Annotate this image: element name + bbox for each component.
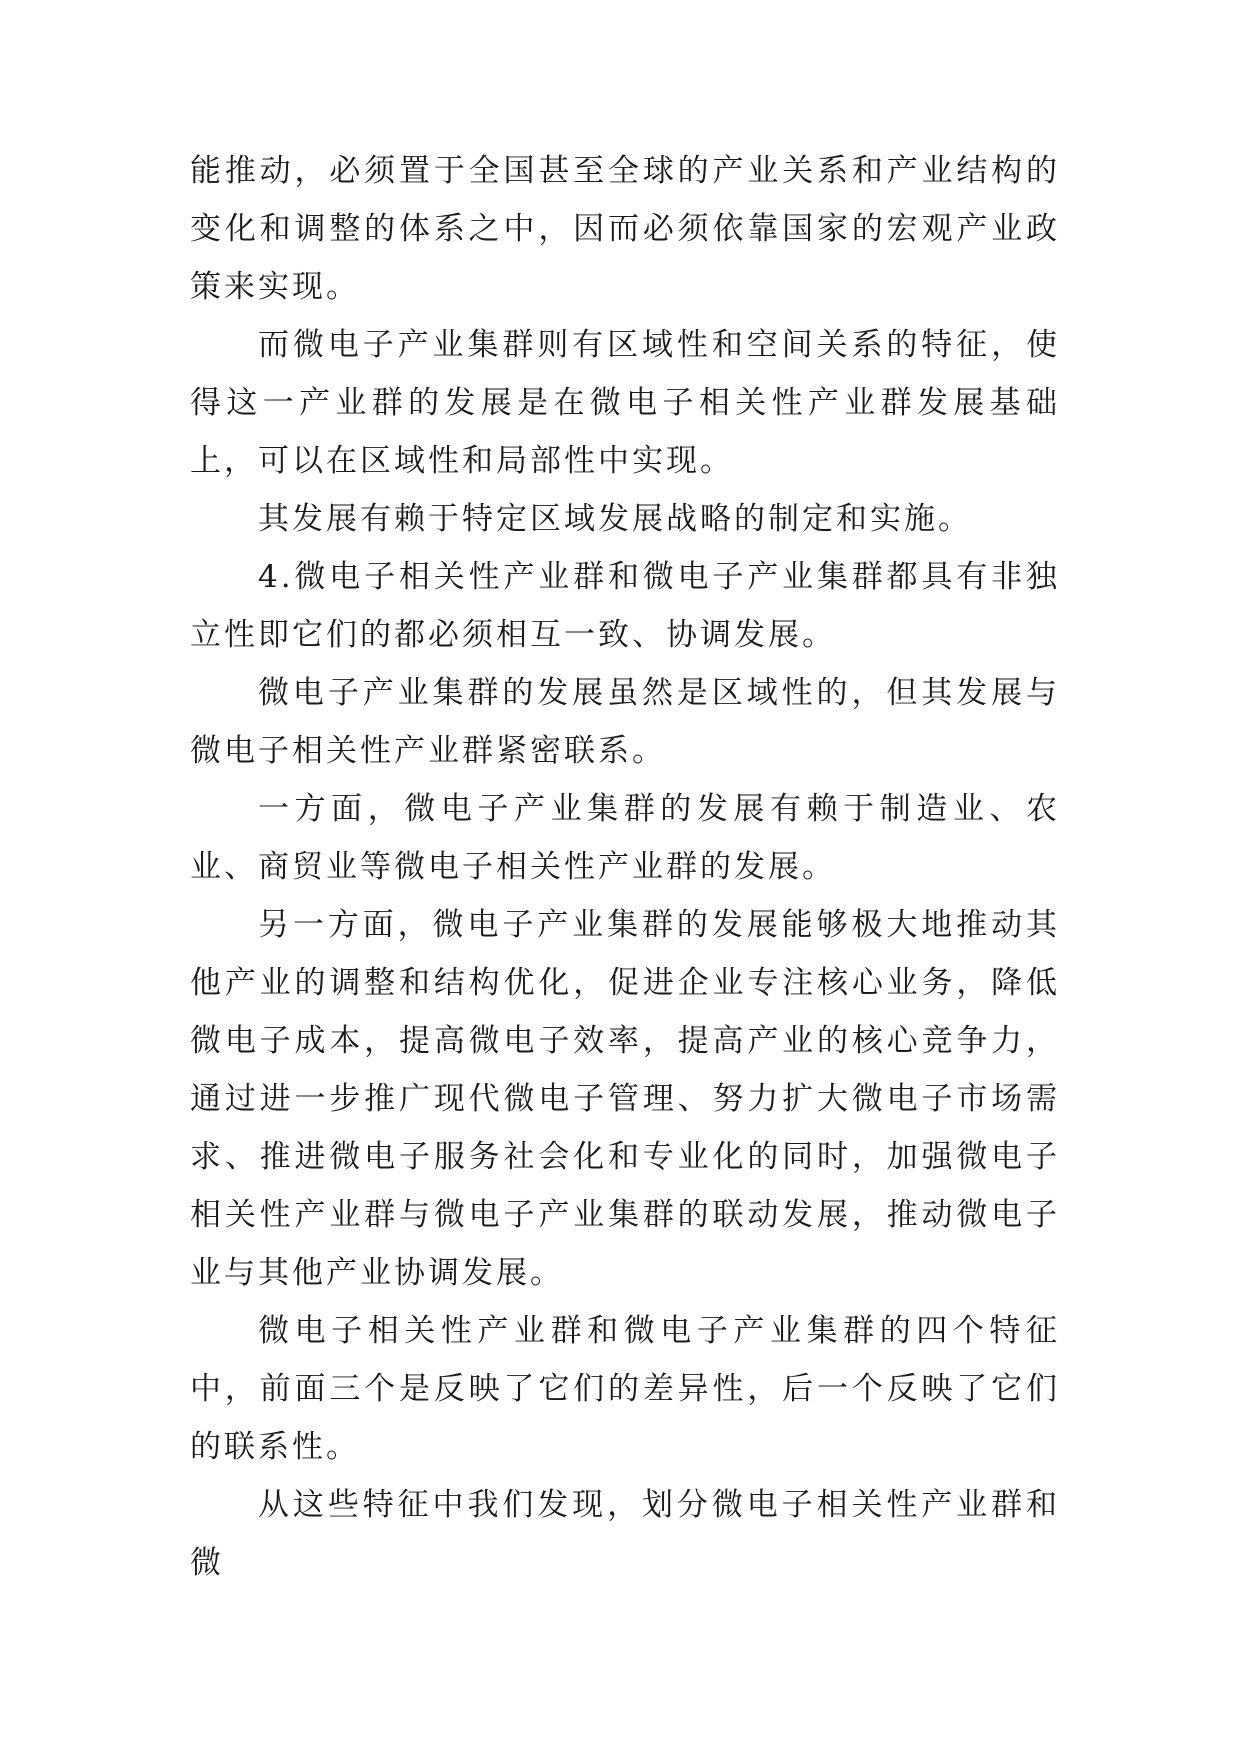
paragraph-5: 微电子产业集群的发展虽然是区域性的，但其发展与微电子相关性产业群紧密联系。 [190,675,1060,769]
paragraph-7: 另一方面，微电子产业集群的发展能够极大地推动其他产业的调整和结构优化，促进企业专注核心业务，降低微电子成本，提高微电子效率，提高产业的核心竞争力，通过进一步推广现代微电子管理、努力扩大微电子市场需求、推进微电子服务社会化和专业化的同时，加强微电子相关性产业群与微电子产业集群的联动发展，推动微电子业与其他产业协调发展。 [190,907,1060,1291]
paragraph-8: 微电子相关性产业群和微电子产业集群的四个特征中，前面三个是反映了它们的差异性，后一个反映了它们的联系性。 [190,1313,1060,1465]
paragraph-9: 从这些特征中我们发现，划分微电子相关性产业群和微 [190,1487,1060,1581]
paragraph-2: 而微电子产业集群则有区域性和空间关系的特征，使得这一产业群的发展是在微电子相关性产业群发展基础上，可以在区域性和局部性中实现。 [190,327,1060,479]
paragraph-6: 一方面，微电子产业集群的发展有赖于制造业、农业、商贸业等微电子相关性产业群的发展。 [190,791,1060,885]
paragraph-4: 4.微电子相关性产业群和微电子产业集群都具有非独立性即它们的都必须相互一致、协调发展。 [190,559,1060,653]
body-text [190,142,1060,1592]
paragraph-3: 其发展有赖于特定区域发展战略的制定和实施。 [258,501,972,537]
paragraph-1: 能推动，必须置于全国甚至全球的产业关系和产业结构的变化和调整的体系之中，因而必须依靠国家的宏观产业政策来实现。 [190,153,1060,305]
